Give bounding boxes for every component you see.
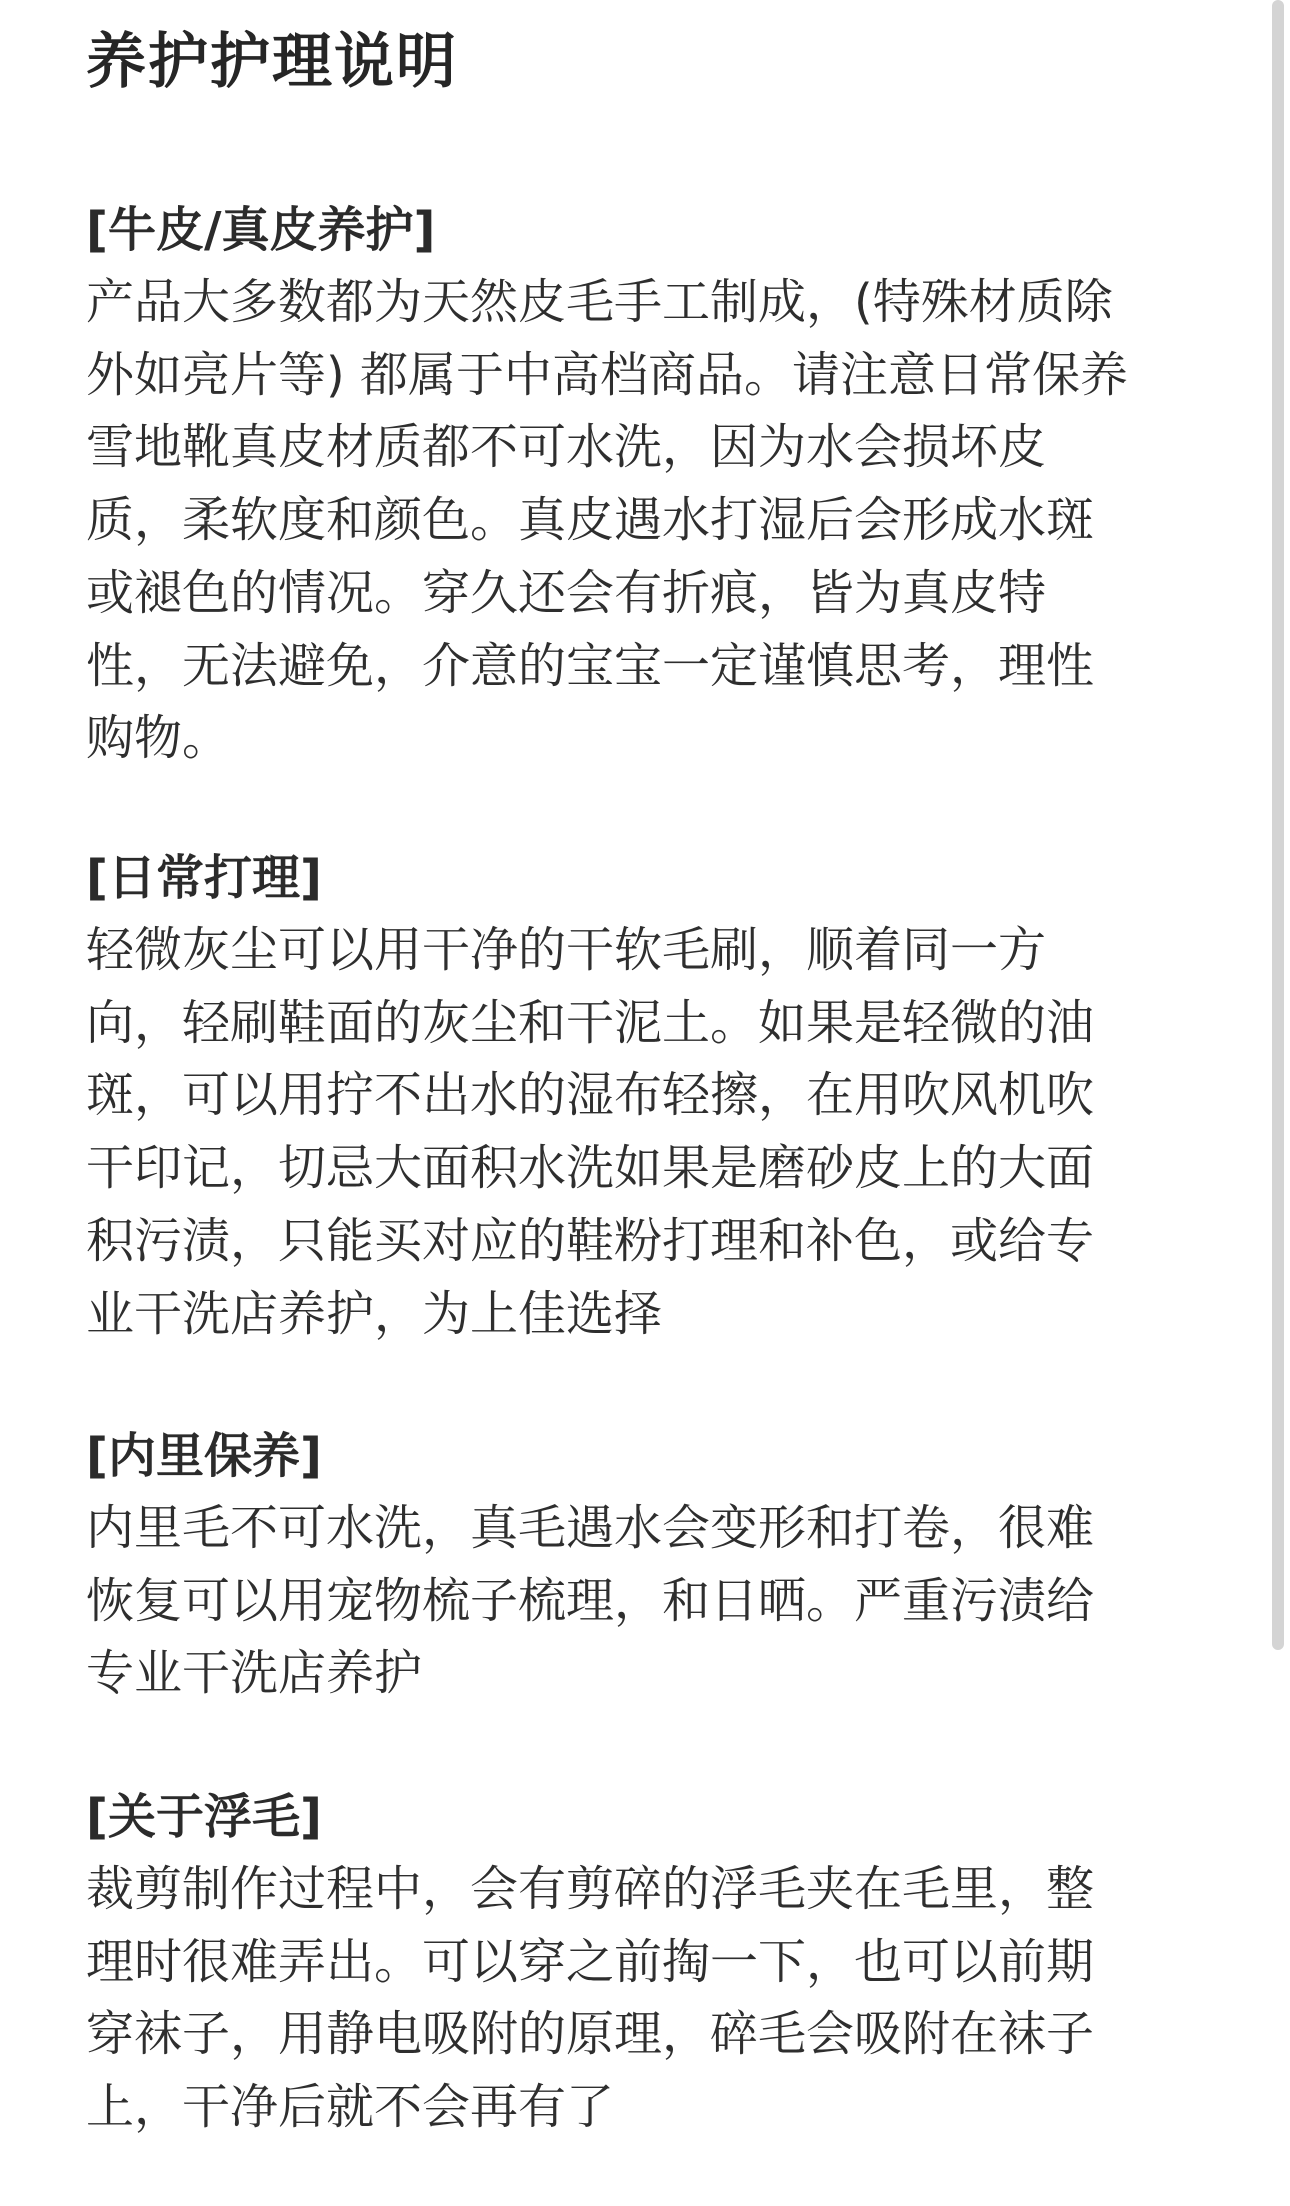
section-heading: [内里保养] <box>86 1428 322 1484</box>
body-line: 上，干净后就不会再有了 <box>86 2079 615 2136</box>
body-line: 干印记，切忌大面积水洗如果是磨砂皮上的大面 <box>86 1140 1095 1197</box>
section-loose-fur <box>86 1781 1206 2144</box>
body-line: 斑，可以用拧不出水的湿布轻擦，在用吹风机吹 <box>86 1067 1095 1124</box>
body-line: 裁剪制作过程中，会有剪碎的浮毛夹在毛里，整 <box>86 1861 1095 1917</box>
section-heading: [日常打理] <box>86 850 322 906</box>
body-line: 向，轻刷鞋面的灰尘和干泥土。如果是轻微的油 <box>86 994 1095 1051</box>
body-line: 轻微灰尘可以用干净的干软毛刷，顺着同一方 <box>86 922 1047 978</box>
body-line: 性，无法避免，介意的宝宝一定谨慎思考，理性 <box>86 637 1095 694</box>
section-daily-care <box>86 842 1206 1350</box>
section-heading: [关于浮毛] <box>86 1789 322 1845</box>
body-line: 专业干洗店养护 <box>86 1645 423 1702</box>
body-line: 理时很难弄出。可以穿之前掏一下，也可以前期 <box>86 1933 1095 1990</box>
body-line: 或褪色的情况。穿久还会有折痕，皆为真皮特 <box>86 564 1047 621</box>
section-lining-care <box>86 1420 1206 1710</box>
page-title: 养护护理说明 <box>86 27 458 97</box>
body-line: 购物。 <box>86 710 231 767</box>
body-line: 质，柔软度和颜色。真皮遇水打湿后会形成水斑 <box>86 492 1095 549</box>
body-line: 积污渍，只能买对应的鞋粉打理和补色，或给专 <box>86 1212 1095 1269</box>
body-line: 恢复可以用宠物梳子梳理，和日晒。严重污渍给 <box>86 1572 1095 1629</box>
section-heading: [牛皮/真皮养护] <box>86 202 436 258</box>
body-line: 业干洗店养护，为上佳选择 <box>86 1285 663 1342</box>
scrollbar-thumb[interactable] <box>1272 0 1284 1650</box>
body-line: 穿袜子，用静电吸附的原理，碎毛会吸附在袜子 <box>86 2006 1095 2063</box>
body-line: 产品大多数都为天然皮毛手工制成，(特殊材质除 <box>86 274 1113 330</box>
body-line: 雪地靴真皮材质都不可水洗，因为水会损坏皮 <box>86 419 1047 476</box>
section-leather-care <box>86 194 1206 775</box>
body-line: 内里毛不可水洗，真毛遇水会变形和打卷，很难 <box>86 1500 1095 1556</box>
body-line: 外如亮片等) 都属于中高档商品。请注意日常保养 <box>86 346 1128 403</box>
